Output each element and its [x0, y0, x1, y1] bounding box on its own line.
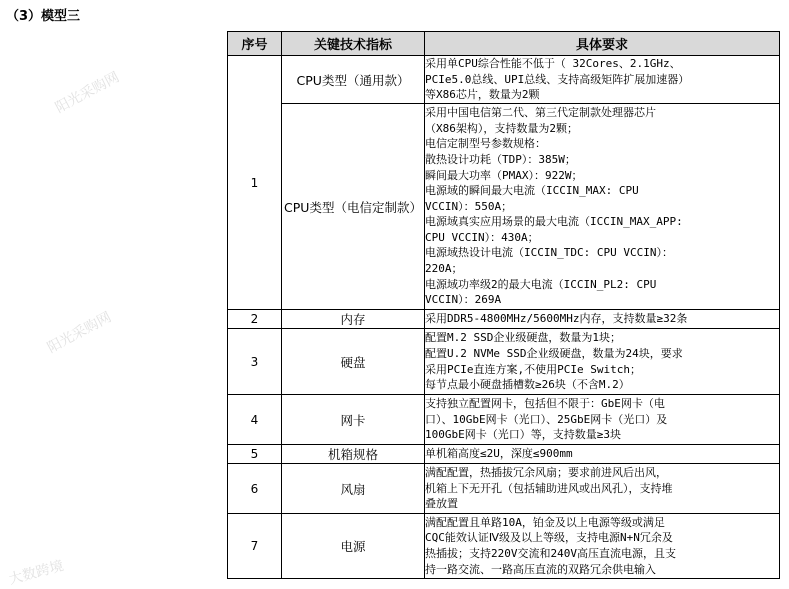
cell-indicator: 电源: [282, 514, 425, 579]
cell-no: 5: [228, 445, 282, 464]
table-row: [228, 329, 780, 395]
cell-indicator: CPU类型（电信定制款）: [282, 104, 425, 310]
cell-no: 4: [228, 395, 282, 445]
requirement-line: 热插拔；支持220V交流和240V高压直流电源，且支: [425, 547, 676, 560]
requirement-line: 220A；: [425, 262, 463, 276]
requirement-line: 瞬间最大功率（PMAX）：922W；: [425, 168, 583, 182]
table-row: [228, 56, 780, 104]
cell-no: 1: [228, 56, 282, 310]
requirement-line: 满配配置且单路10A，铂金及以上电源等级或满足: [425, 515, 665, 529]
requirement-line: 采用PCIe直连方案,不使用PCIe Switch；: [425, 362, 641, 376]
requirement-line: 100GbE网卡（光口）等，支持数量≥3块: [425, 428, 621, 442]
cell-indicator: 网卡: [282, 395, 425, 445]
cell-no: 7: [228, 514, 282, 579]
requirement-line: 电源域功率级2的最大电流（ICCIN_PL2: CPU: [425, 277, 657, 291]
requirement-line: 配置U.2 NVMe SSD企业级硬盘，数量为24块，要求: [425, 346, 683, 360]
watermark: 阳光采购网: [52, 69, 123, 117]
cell-requirement: [425, 104, 780, 310]
table-row: [228, 395, 780, 445]
requirement-line: CQC能效认证Ⅳ级及以上等级，支持电源N+N冗余及: [425, 531, 673, 545]
cell-no: 3: [228, 329, 282, 395]
requirement-line: （X86架构），支持数量为2颗；: [425, 121, 578, 135]
requirement-line: 持一路交流、一路高压直流的双路冗余供电输入: [425, 562, 656, 576]
header-requirement: 具体要求: [425, 32, 780, 56]
header-indicator: 关键技术指标: [282, 32, 425, 56]
cell-no: 6: [228, 464, 282, 514]
requirement-line: 采用DDR5-4800MHz/5600MHz内存，支持数量≥32条: [425, 312, 688, 326]
cell-indicator: 机箱规格: [282, 445, 425, 464]
table-row: [228, 445, 780, 464]
cell-no: 2: [228, 310, 282, 329]
cell-requirement: [425, 56, 780, 104]
header-no: 序号: [228, 32, 282, 56]
requirement-line: 叠放置: [425, 497, 458, 511]
requirement-line: 配置M.2 SSD企业级硬盘，数量为1块；: [425, 331, 621, 345]
requirement-line: 电源域热设计电流（ICCIN_TDC: CPU VCCIN）：: [425, 246, 673, 260]
requirement-line: PCIe5.0总线、UPI总线、支持高级矩阵扩展加速器）: [425, 72, 690, 86]
cell-requirement: [425, 445, 780, 464]
requirement-line: 电源域真实应用场景的最大电流（ICCIN_MAX_APP:: [425, 215, 683, 229]
watermark: 阳光采购网: [44, 309, 115, 357]
cell-requirement: [425, 310, 780, 329]
requirement-line: VCCIN）：269A: [425, 293, 502, 307]
section-heading: （3）模型三: [6, 9, 81, 24]
cell-indicator: 硬盘: [282, 329, 425, 395]
requirement-line: VCCIN）：550A；: [425, 199, 513, 213]
table-header-row: [228, 32, 780, 56]
table-row: [228, 104, 780, 310]
cell-indicator: 内存: [282, 310, 425, 329]
requirement-line: 电源域的瞬间最大电流（ICCIN_MAX: CPU: [425, 184, 639, 198]
requirement-line: 满配配置，热插拔冗余风扇；要求前进风后出风，: [425, 466, 667, 480]
requirement-line: CPU VCCIN）：430A；: [425, 230, 539, 244]
requirement-line: 每节点最小硬盘插槽数≥26块（不含M.2）: [425, 378, 630, 392]
table-row: [228, 310, 780, 329]
table-row: [228, 514, 780, 579]
requirement-line: 口）、10GbE网卡（光口）、25GbE网卡（光口）及: [425, 412, 668, 426]
cell-requirement: [425, 395, 780, 445]
requirement-line: 散热设计功耗（TDP）：385W；: [425, 152, 576, 166]
watermark-logo: 大数跨境: [7, 557, 66, 588]
cell-indicator: CPU类型（通用款）: [282, 56, 425, 104]
cell-requirement: [425, 329, 780, 395]
cell-requirement: [425, 464, 780, 514]
requirement-line: 采用中国电信第二代、第三代定制款处理器芯片: [425, 106, 656, 120]
table-row: [228, 464, 780, 514]
cell-indicator: 风扇: [282, 464, 425, 514]
requirement-line: 采用单CPU综合性能不低于（ 32Cores、2.1GHz、: [425, 57, 681, 71]
requirement-line: 机箱上下无开孔（包括辅助进风或出风孔），支持堆: [425, 481, 673, 495]
cell-requirement: [425, 514, 780, 579]
spec-table: [227, 31, 780, 579]
requirement-line: 电信定制型号参数规格：: [425, 137, 546, 151]
requirement-line: 支持独立配置网卡，包括但不限于：GbE网卡（电: [425, 397, 665, 411]
requirement-line: 等X86芯片，数量为2颗: [425, 88, 540, 102]
requirement-line: 单机箱高度≤2U，深度≤900mm: [425, 447, 573, 461]
